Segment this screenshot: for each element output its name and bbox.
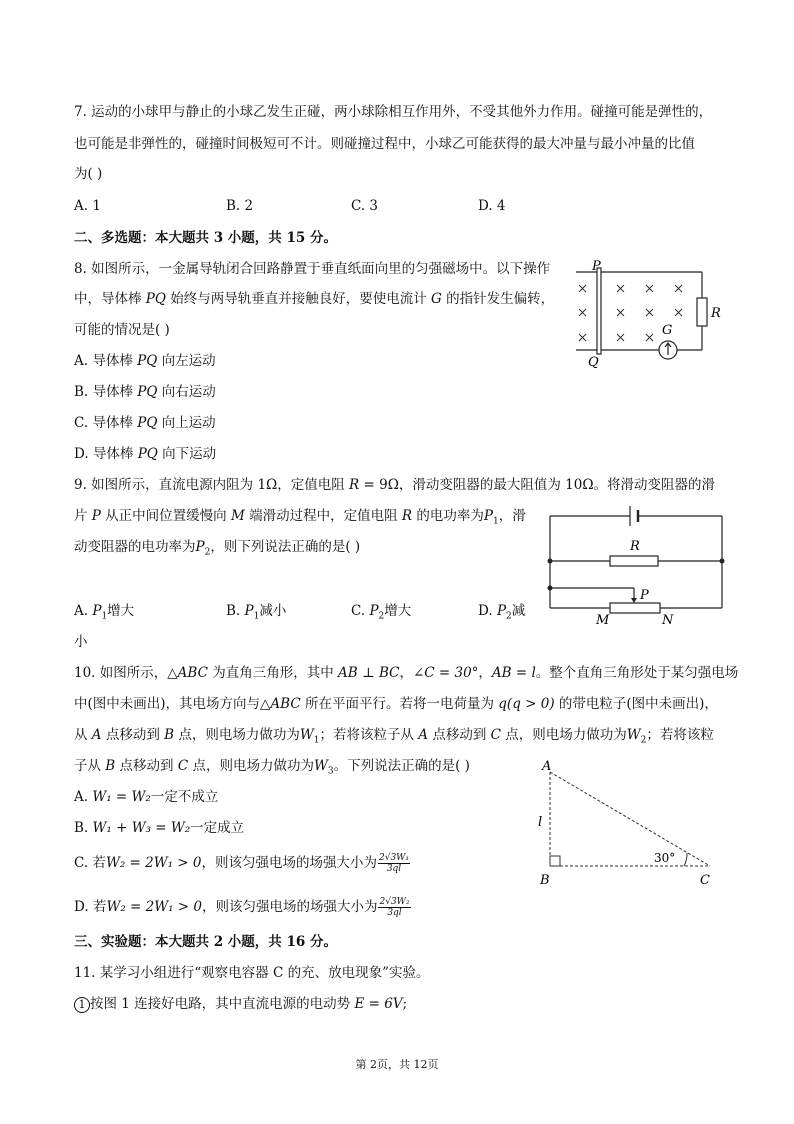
q9-line2: 片 P 从正中间位置缓慢向 M 端滑动过程中，定值电阻 R 的电功率为$P_1$，滑: [74, 508, 526, 527]
q7-option-c: C. 3: [351, 198, 379, 214]
q8-option-a: A. 导体棒 PQ 向左运动: [74, 353, 216, 369]
q10-line1: 10. 如图所示，△ABC 为直角三角形，其中 AB ⊥ BC，∠C = 30°，AB = l。整个直角三角形处于某匀强电场: [74, 665, 739, 681]
q10-line3: 从 A 点移动到 B 点，则电场力做功为$W_1$；若将该粒子从 A 点移动到 C 点，则电场力做功为$W_2$；若将该粒: [74, 727, 714, 746]
q8-fig-label-r: R: [711, 306, 721, 321]
q8-option-b: B. 导体棒 PQ 向右运动: [74, 384, 216, 400]
q10-fig-label-c: C: [700, 873, 710, 888]
q9-fig-label-m: M: [596, 613, 610, 628]
q9-option-b: B. $P_1$减小: [226, 603, 287, 622]
q10-triangle-figure: [534, 758, 724, 888]
q8-line3: 可能的情况是( ): [74, 322, 170, 338]
q10-fig-label-angle: 30°: [654, 851, 676, 865]
q7-line2: 也可能是非弹性的，碰撞时间极短可不计。则碰撞过程中，小球乙可能获得的最大冲量与最小冲量的比值: [74, 136, 695, 152]
q9-option-d-wrap: 小: [74, 634, 88, 650]
q7-line3: 为( ): [74, 166, 103, 182]
q9-fig-label-r: R: [630, 539, 640, 554]
q9-fig-label-n: N: [662, 613, 674, 628]
q8-fig-label-q: Q: [588, 355, 599, 370]
q9-line1: 9. 如图所示，直流电源内阻为 1Ω，定值电阻 R = 9Ω，滑动变阻器的最大阻值为 10Ω。将滑动变阻器的滑: [74, 477, 716, 493]
q7-option-a: A. 1: [74, 198, 101, 214]
q10-fig-label-a: A: [542, 759, 552, 774]
q8-line1: 8. 如图所示，一金属导轨闭合回路静置于垂直纸面向里的匀强磁场中。以下操作: [74, 261, 551, 277]
q8-fig-label-g: G: [662, 323, 673, 338]
q8-fig-label-p: P: [592, 259, 601, 274]
section-heading-experiment: 三、实验题：本大题共 2 小题，共 16 分。: [74, 934, 337, 950]
q10-fig-label-b: B: [540, 873, 550, 888]
q10-line4: 子从 B 点移动到 C 点，则电场力做功为$W_3$。下列说法正确的是( ): [74, 758, 470, 777]
q7-option-d: D. 4: [478, 198, 506, 214]
q9-option-c: C. $P_2$增大: [351, 603, 412, 622]
q8-option-c: C. 导体棒 PQ 向上运动: [74, 415, 216, 431]
q9-fig-label-p: P: [640, 588, 649, 603]
q8-option-d: D. 导体棒 PQ 向下运动: [74, 446, 217, 462]
q10-fig-label-l: l: [538, 815, 543, 830]
q11-line1: 11. 某学习小组进行“观察电容器 C 的充、放电现象”实验。: [74, 965, 430, 981]
q11-line2: 1 按图 1 连接好电路，其中直流电源的电动势 E = 6V;: [74, 994, 407, 1014]
q10-option-d: D. 若W₂ = 2W₁ > 0，则该匀强电场的场强大小为 $\frac{\text{2√3W₂}}{3ql}$: [74, 897, 410, 918]
q9-option-d: D. $P_2$减: [478, 603, 526, 622]
q10-option-a: A. W₁ = W₂一定不成立: [74, 789, 219, 805]
q7-option-b: B. 2: [226, 198, 254, 214]
q9-line3: 动变阻器的电功率为$P_2$，则下列说法正确的是( ): [74, 539, 361, 558]
q10-line2: 中(图中未画出)，其电场方向与△ABC 所在平面平行。若将一电荷量为 q(q > 0) 的带电粒子(图中未画出)，: [74, 696, 718, 712]
q8-circuit-figure: [570, 258, 730, 370]
page-footer: 第 2页，共 12页: [355, 1058, 439, 1071]
q9-circuit-figure: [540, 500, 730, 630]
q7-line1: 7. 运动的小球甲与静止的小球乙发生正碰，两小球除相互作用外，不受其他外力作用。碰撞可能是弹性的，: [74, 104, 713, 120]
q8-line2: 中，导体棒 PQ 始终与两导轨垂直并接触良好，要使电流计 G 的指针发生偏转，: [74, 291, 555, 307]
q9-option-a: A. $P_1$增大: [74, 603, 135, 622]
q10-option-c: C. 若W₂ = 2W₁ > 0，则该匀强电场的场强大小为 $\frac{\text{2√3W₁}}{3ql}$: [74, 853, 410, 874]
q10-option-b: B. W₁ + W₃ = W₂一定成立: [74, 820, 245, 836]
step-number-circle: 1: [74, 997, 90, 1013]
section-heading-multi-choice: 二、多选题：本大题共 3 小题，共 15 分。: [74, 230, 337, 246]
